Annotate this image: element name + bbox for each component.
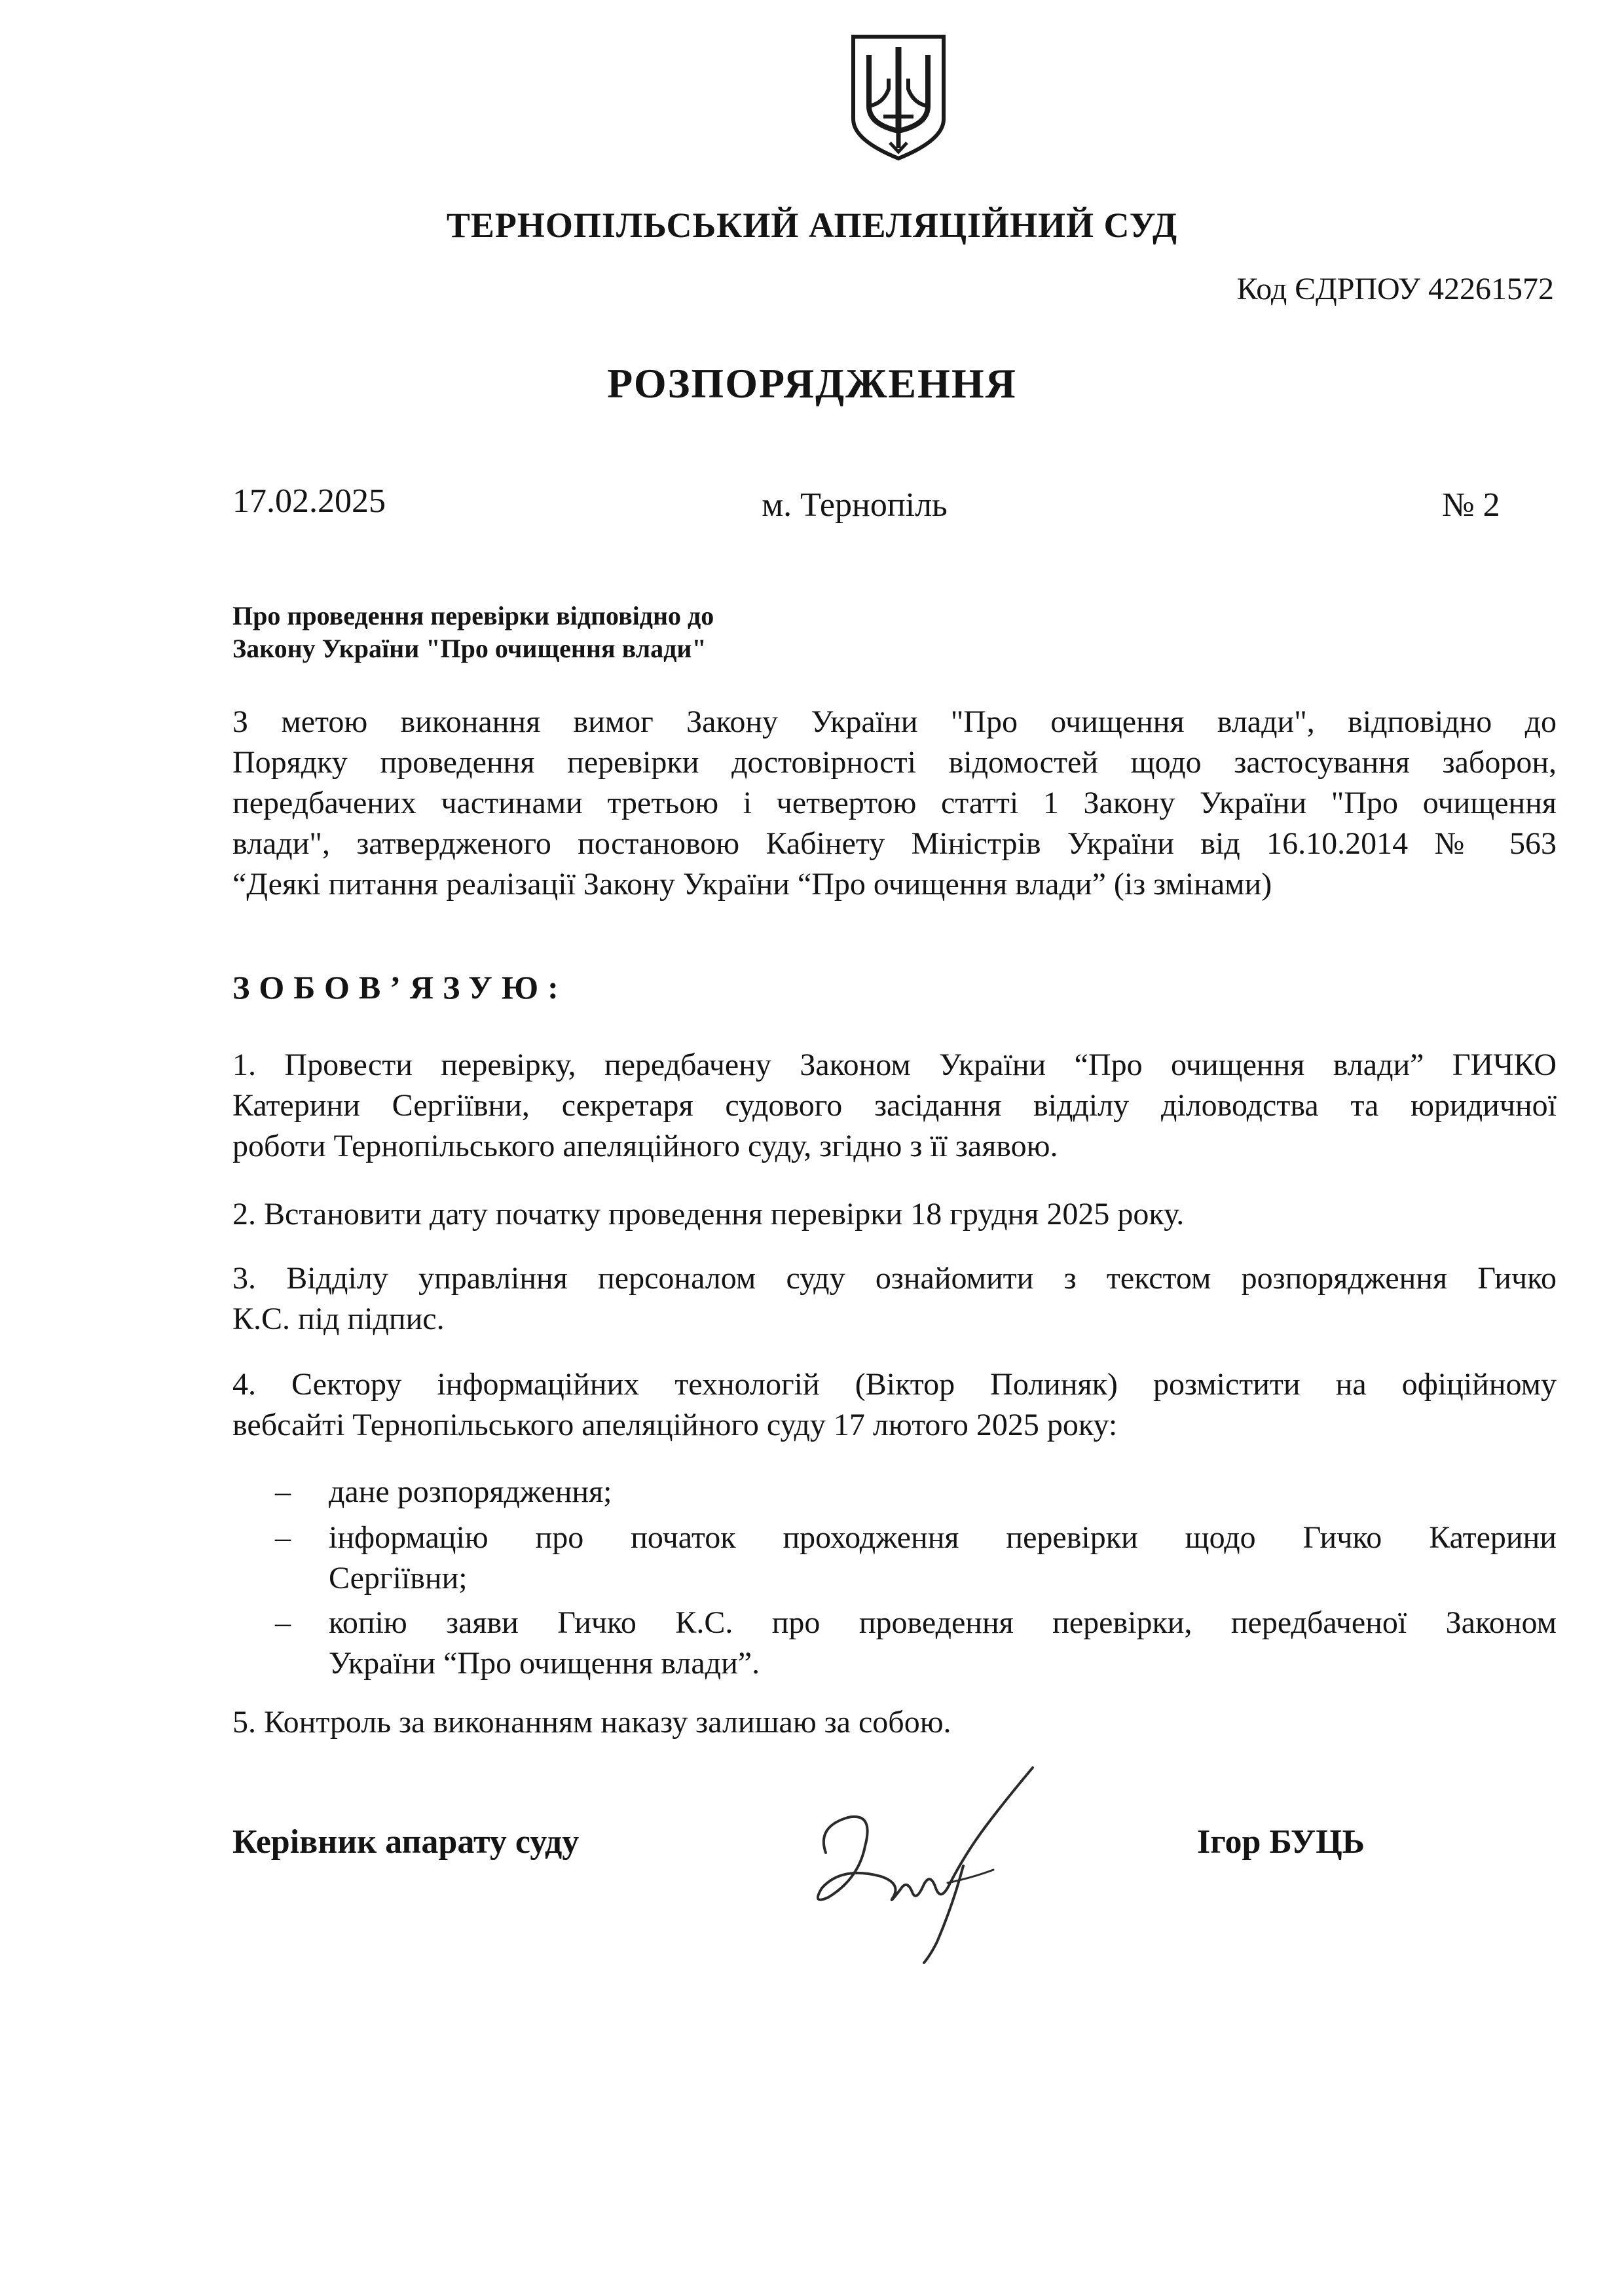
subject-line: Закону України "Про очищення влади" [232, 634, 707, 663]
edrpou-code: Код ЄДРПОУ 42261572 [1236, 272, 1554, 306]
item-line: К.С. під підпис. [232, 1302, 445, 1336]
preamble-line: передбачених частинами третьою і четвертою статті 1 Закону України "Про очищення [232, 786, 1557, 820]
sub-line: інформацію про початок проходження перевірки щодо Гичко Катерини [329, 1520, 1557, 1555]
order-item-1 [232, 1045, 1557, 1167]
item-line: роботи Тернопільського апеляційного суду, згідно з її заявою. [232, 1129, 1058, 1163]
preamble-line: “Деякі питання реалізації Закону України “Про очищення влади” (із змінами) [232, 867, 1272, 902]
sub-line: дане розпорядження; [329, 1474, 612, 1509]
sub-line: копію заяви Гичко К.С. про проведення перевірки, передбаченої Законом [329, 1605, 1557, 1640]
handwritten-signature [802, 1755, 1044, 1974]
obligate-heading: ЗОБОВ’ЯЗУЮ: [232, 969, 568, 1006]
sub-line: Сергіївни; [329, 1561, 468, 1595]
preamble-line: Порядку проведення перевірки достовірності відомостей щодо застосування заборон, [232, 745, 1557, 780]
document-subject [232, 600, 714, 665]
order-item-3 [232, 1258, 1557, 1339]
item-line: 3. Відділу управління персоналом суду ознайомити з текстом розпорядження Гичко [232, 1261, 1557, 1296]
list-dash: – [275, 1520, 291, 1555]
item-line: Катерини Сергіївни, секретаря судового засідання відділу діловодства та юридичної [232, 1088, 1557, 1123]
document-number: № 2 [1442, 486, 1500, 524]
signatory-name: Ігор БУЦЬ [1197, 1823, 1365, 1861]
order-item-2 [232, 1194, 1557, 1235]
item-4-sub-3 [329, 1603, 1557, 1684]
document-title: РОЗПОРЯДЖЕННЯ [607, 360, 1017, 407]
sub-line: України “Про очищення влади”. [329, 1646, 760, 1681]
preamble-line: влади", затвердженого постановою Кабінету Міністрів України від 16.10.2014 № 563 [232, 826, 1557, 861]
preamble-paragraph [232, 702, 1557, 905]
signatory-position: Керівник апарату суду [232, 1823, 580, 1861]
list-dash: – [275, 1474, 291, 1509]
item-line: 2. Встановити дату початку проведення перевірки 18 грудня 2025 року. [232, 1197, 1185, 1231]
document-date: 17.02.2025 [232, 483, 386, 520]
subject-line: Про проведення перевірки відповідно до [232, 601, 714, 630]
item-line: вебсайті Тернопільського апеляційного суду 17 лютого 2025 року: [232, 1408, 1118, 1442]
item-4-sub-1 [329, 1472, 1557, 1512]
coat-of-arms-icon [849, 33, 948, 162]
list-dash: – [275, 1605, 291, 1640]
item-line: 4. Сектору інформаційних технологій (Віктор Полиняк) розмістити на офіційному [232, 1367, 1557, 1402]
item-line: 5. Контроль за виконанням наказу залишаю за собою. [232, 1705, 951, 1740]
court-name: ТЕРНОПІЛЬСЬКИЙ АПЕЛЯЦІЙНИЙ СУД [446, 206, 1178, 245]
document-city: м. Тернопіль [762, 486, 948, 524]
item-4-sub-2 [329, 1518, 1557, 1599]
order-item-4 [232, 1364, 1557, 1446]
order-item-5 [232, 1702, 1557, 1743]
item-line: 1. Провести перевірку, передбачену Законом України “Про очищення влади” ГИЧКО [232, 1048, 1557, 1082]
preamble-line: З метою виконання вимог Закону України "Про очищення влади", відповідно до [232, 704, 1557, 739]
